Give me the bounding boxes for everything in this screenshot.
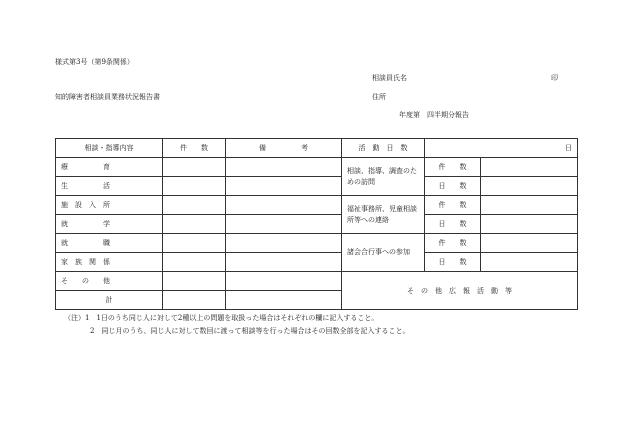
count-cell[interactable] xyxy=(163,215,226,234)
header-day-unit: 日 xyxy=(425,139,578,158)
activity-label: 諸会合行事への参加 xyxy=(342,234,425,272)
consult-label: 生 活 xyxy=(56,177,163,196)
count-cell[interactable] xyxy=(163,272,226,291)
count-cell[interactable] xyxy=(163,158,226,177)
activity-label: 相談、指導、調査のための訪問 xyxy=(342,158,425,196)
consult-label: 就 学 xyxy=(56,215,163,234)
header-content: 相談・指導内容 xyxy=(56,139,163,158)
remarks-cell[interactable] xyxy=(226,272,342,291)
activity-value-cell[interactable] xyxy=(481,196,578,215)
note-2: 2 同じ月のうち、同じ人に対して数回に渡って相談等を行った場合はその回数全部を記入すること。 xyxy=(90,327,410,335)
count-cell[interactable] xyxy=(163,291,226,310)
table-row xyxy=(56,177,578,196)
period-label: 年度第 四半期分報告 xyxy=(399,111,469,119)
note-1: （注）1 1日のうち同じ人に対して2種以上の問題を取扱った場合はそれぞれの欄に記入すること。 xyxy=(64,314,379,322)
header-count: 件 数 xyxy=(163,139,226,158)
table-row xyxy=(56,234,578,253)
form-number: 様式第3号（第9条関係） xyxy=(55,58,134,66)
other-pr-activities: そ の 他 広 報 活 動 等 xyxy=(342,272,578,310)
table-row xyxy=(56,253,578,272)
activity-value-cell[interactable] xyxy=(481,234,578,253)
total-label: 計 xyxy=(56,291,163,310)
consult-label: 施 設 入 所 xyxy=(56,196,163,215)
activity-sub-label: 件 数 xyxy=(425,158,481,177)
remarks-cell[interactable] xyxy=(226,291,342,310)
count-cell[interactable] xyxy=(163,253,226,272)
seal-label: 印 xyxy=(551,74,558,82)
count-cell[interactable] xyxy=(163,196,226,215)
activity-sub-label: 件 数 xyxy=(425,196,481,215)
count-cell[interactable] xyxy=(163,177,226,196)
header-remarks: 備 考 xyxy=(226,139,342,158)
activity-sub-label: 日 数 xyxy=(425,177,481,196)
consult-label: 療 育 xyxy=(56,158,163,177)
table-row xyxy=(56,215,578,234)
remarks-cell[interactable] xyxy=(226,177,342,196)
report-title: 知的障害者相談員業務状況報告書 xyxy=(55,93,160,101)
address-label: 住所 xyxy=(372,93,386,101)
notes xyxy=(64,312,410,338)
activity-value-cell[interactable] xyxy=(481,177,578,196)
table-row xyxy=(56,196,578,215)
activity-value-cell[interactable] xyxy=(481,253,578,272)
activity-sub-label: 日 数 xyxy=(425,253,481,272)
table-header-row xyxy=(56,139,578,158)
remarks-cell[interactable] xyxy=(226,158,342,177)
remarks-cell[interactable] xyxy=(226,234,342,253)
activity-sub-label: 件 数 xyxy=(425,234,481,253)
activity-value-cell[interactable] xyxy=(481,215,578,234)
consult-label: 家 族 関 係 xyxy=(56,253,163,272)
report-table xyxy=(55,138,578,310)
header-activity-days: 活 動 日 数 xyxy=(342,139,425,158)
table-row xyxy=(56,158,578,177)
counselor-name-label: 相談員氏名 xyxy=(372,74,407,82)
table-row xyxy=(56,272,578,291)
count-cell[interactable] xyxy=(163,234,226,253)
activity-label: 福祉事務所、児童相談所等への連絡 xyxy=(342,196,425,234)
activity-value-cell[interactable] xyxy=(481,158,578,177)
consult-label: そ の 他 xyxy=(56,272,163,291)
consult-label: 就 職 xyxy=(56,234,163,253)
remarks-cell[interactable] xyxy=(226,253,342,272)
remarks-cell[interactable] xyxy=(226,196,342,215)
remarks-cell[interactable] xyxy=(226,215,342,234)
activity-sub-label: 日 数 xyxy=(425,215,481,234)
